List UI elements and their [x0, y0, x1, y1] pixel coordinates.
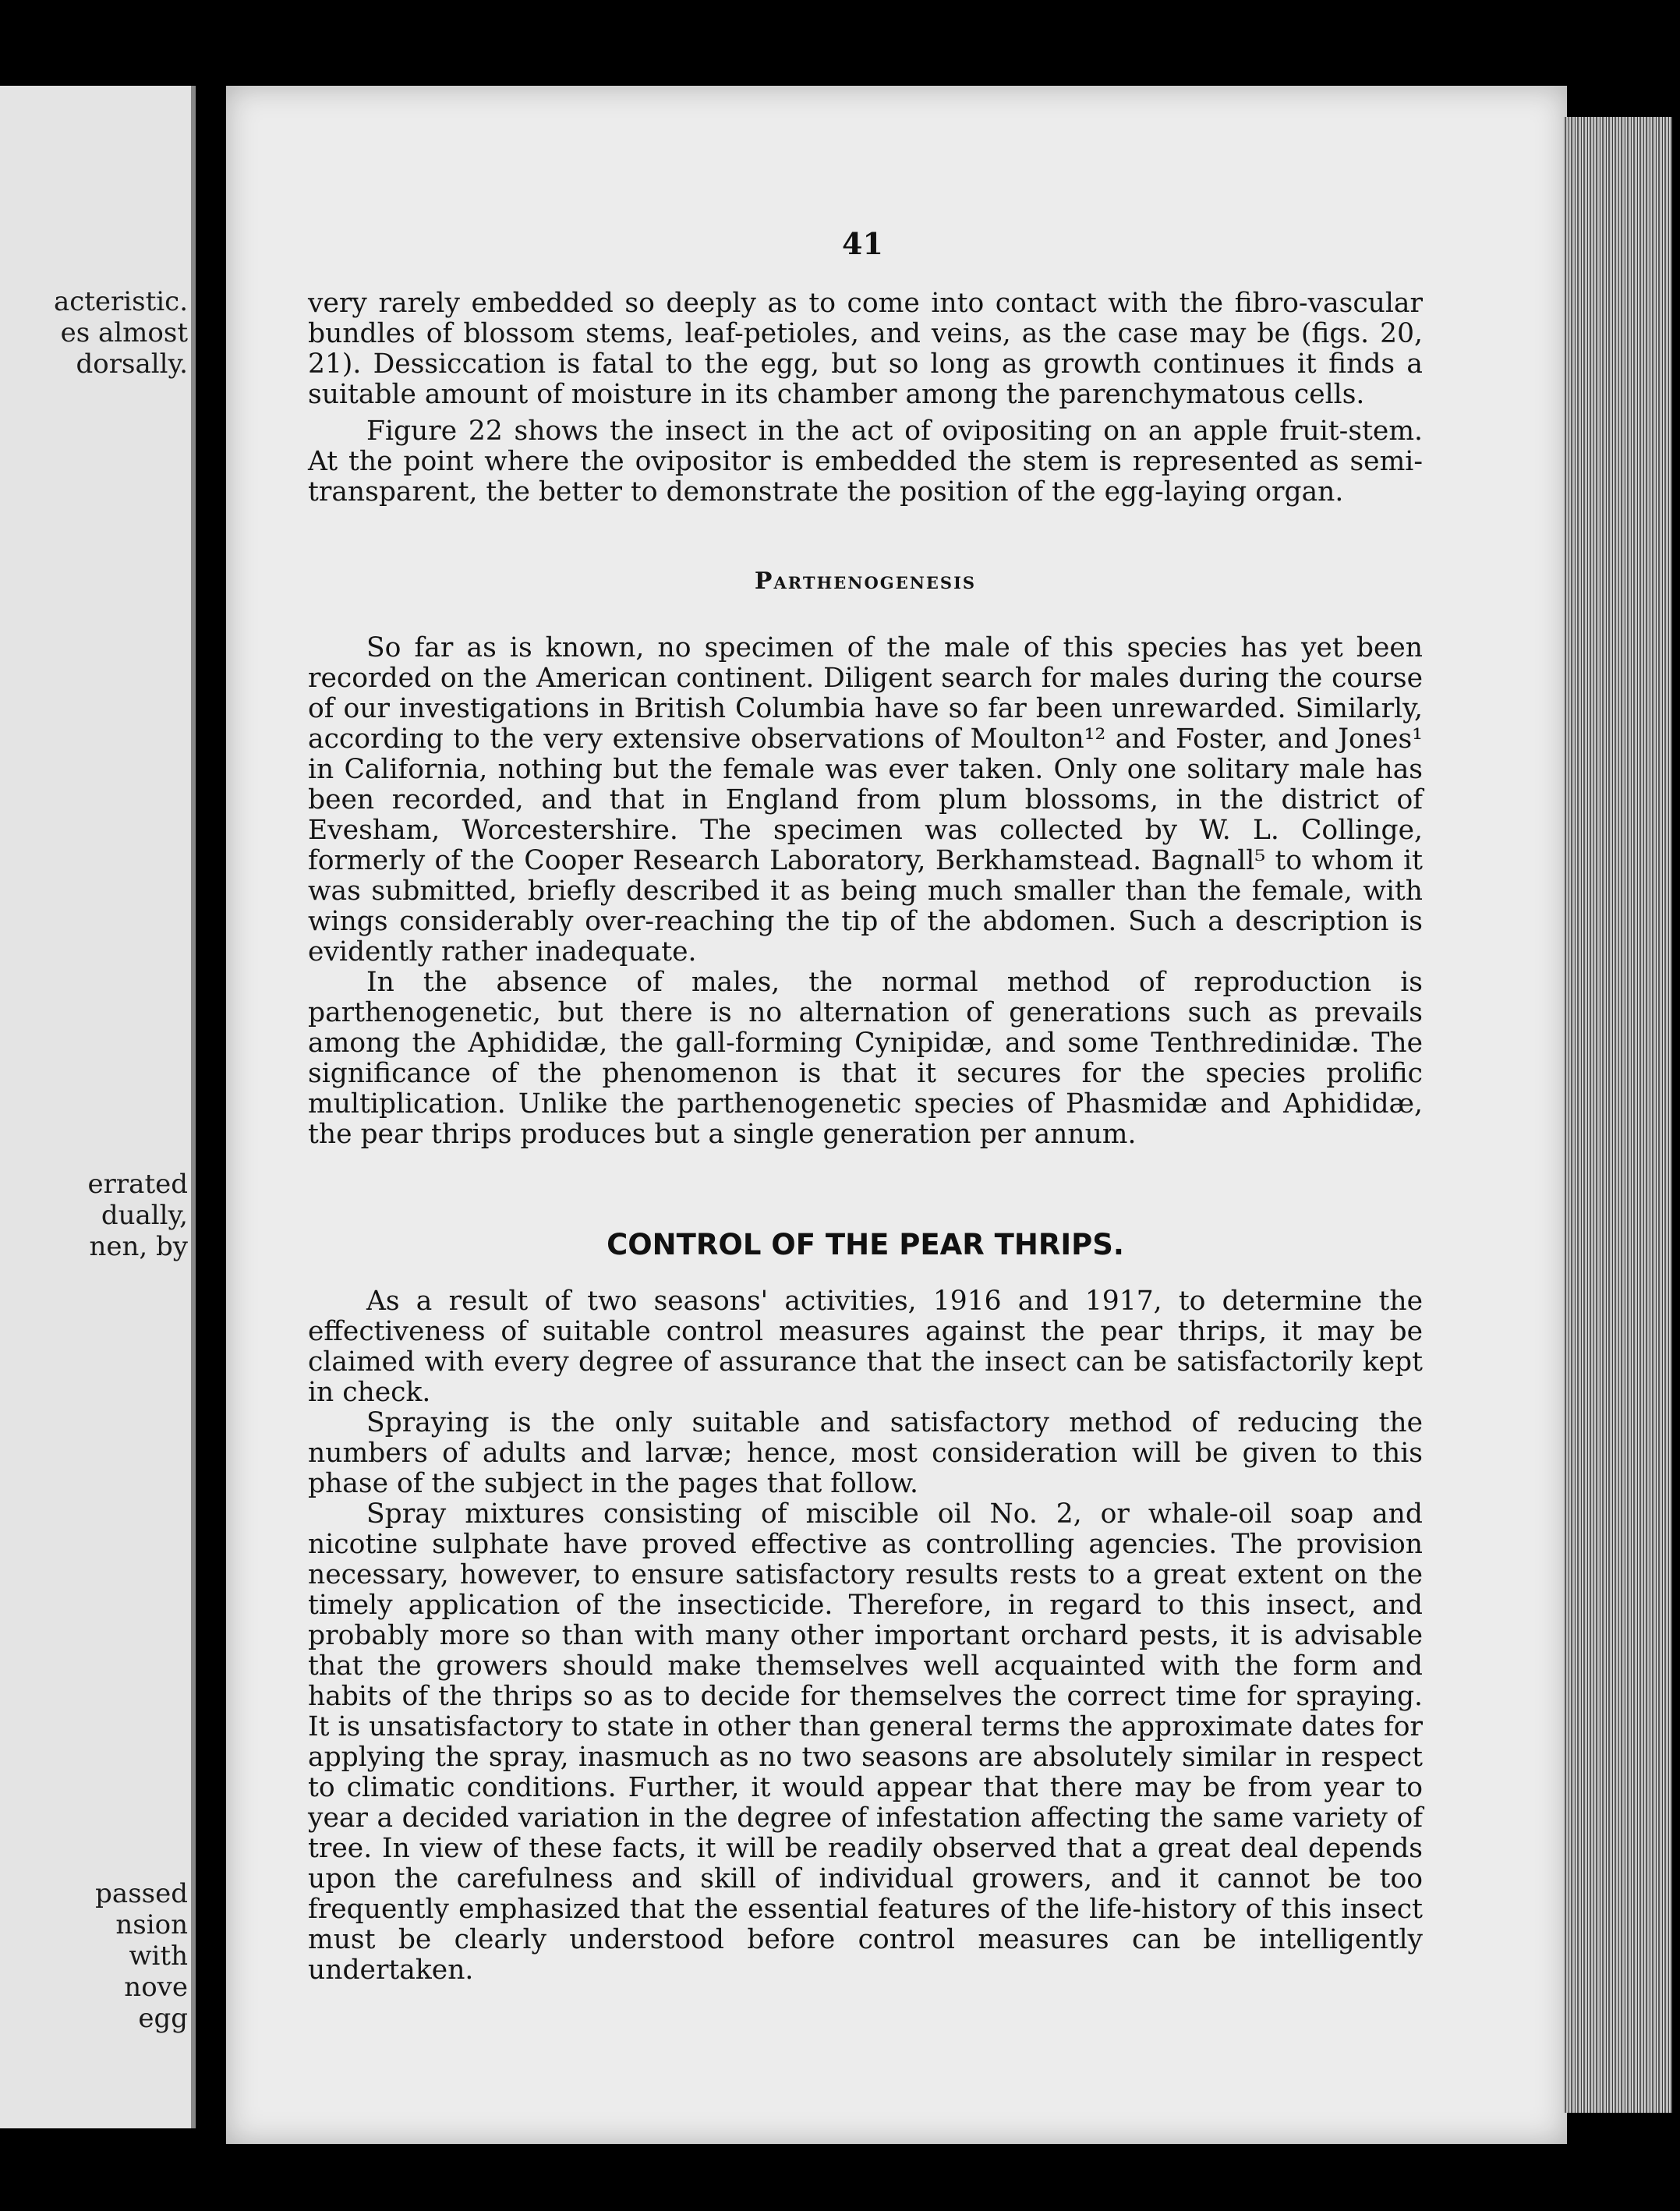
left-facing-page	[0, 86, 196, 2128]
parthenogenesis-heading: Parthenogenesis	[754, 568, 977, 595]
left-fragment: es almost	[60, 317, 188, 348]
parthenogenesis-text	[308, 633, 1423, 1150]
figure-paragraph: Figure 22 shows the insect in the act of ovipositing on an apple fruit-stem. At the point where the ovipositor is embedded the stem is represented as semi-transparent, the better to demonstrate the position of the egg-laying organ.	[308, 416, 1423, 508]
control-heading: CONTROL OF THE PEAR THRIPS.	[607, 1228, 1124, 1261]
left-fragment: nen, by	[89, 1231, 188, 1262]
page-number: 41	[842, 226, 883, 261]
left-fragment: with	[129, 1940, 188, 1972]
left-fragment: egg	[138, 2003, 188, 2034]
left-fragment: nsion	[115, 1909, 188, 1940]
control-paragraph: Spray mixtures consisting of miscible oil No. 2, or whale-oil soap and nicotine sulphate have proved effective as controlling agencies. The provision necessary, however, to ensure satisfactory results rests to a great extent on the timely application of the insecticide. Therefore, in regard to this insect, and probably more so than with many other important orchard pests, it is advisable that the growers should make themselves well acquainted with the form and habits of the thrips so as to decide for themselves the correct time for spraying. It is unsatisfactory to state in other than general terms the approximate dates for applying the spray, inasmuch as no two seasons are absolutely similar in respect to climatic conditions. Further, it would appear that there may be from year to year a decided variation in the degree of infestation affecting the same variety of tree. In view of these facts, it will be readily observed that a great deal depends upon the carefulness and skill of individual growers, and it cannot be too frequently emphasized that the essential features of the life-history of this insect must be clearly understood before control measures can be intelligently undertaken.	[308, 1498, 1423, 1986]
left-fragment: nove	[124, 1972, 188, 2003]
left-fragment: errated	[87, 1169, 188, 1200]
control-text	[308, 1286, 1423, 1986]
continuation-paragraph: very rarely embedded so deeply as to come into contact with the fibro-vascular bundles of blossom stems, leaf-petioles, and veins, as the case may be (figs. 20, 21). Dessiccation is fatal to the egg, but so long as growth continues it finds a suitable amount of moisture in its chamber among the parenchymatous cells.	[308, 288, 1423, 410]
left-fragment: dually,	[101, 1200, 188, 1231]
opening-text	[308, 288, 1423, 508]
control-paragraph: Spraying is the only suitable and satisfactory method of reducing the numbers of adults and larvæ; hence, most consideration will be given to this phase of the subject in the pages that follow.	[308, 1407, 1423, 1499]
parthenogenesis-paragraph: In the absence of males, the normal method of reproduction is parthenogenetic, but there is no alternation of generations such as prevails among the Aphididæ, the gall-forming Cynipidæ, and some Tenthredinidæ. The significance of the phenomenon is that it secures for the species prolific multiplication. Unlike the parthenogenetic species of Phasmidæ and Aphididæ, the pear thrips produces but a single generation per annum.	[308, 967, 1423, 1150]
control-paragraph: As a result of two seasons' activities, 1916 and 1917, to determine the effectiveness of suitable control measures against the pear thrips, it may be claimed with every degree of assurance that the insect can be satisfactorily kept in check.	[308, 1286, 1423, 1408]
parthenogenesis-paragraph: So far as is known, no specimen of the male of this species has yet been recorded on the American continent. Diligent search for males during the course of our investigations in British Columbia have so far been unrewarded. Similarly, according to the very extensive observations of Moulton¹² and Foster, and Jones¹ in California, nothing but the female was ever taken. Only one solitary male has been recorded, and that in England from plum blossoms, in the district of Evesham, Worcestershire. The specimen was collected by W. L. Collinge, formerly of the Cooper Research Laboratory, Berkhamstead. Bagnall⁵ to whom it was submitted, briefly described it as being much smaller than the female, with wings considerably over-reaching the tip of the abdomen. Such a description is evidently rather inadequate.	[308, 632, 1423, 968]
left-fragment: acteristic.	[53, 286, 188, 317]
book-page-edges	[1563, 117, 1672, 2113]
left-fragment: dorsally.	[76, 348, 188, 380]
left-fragment: passed	[95, 1878, 188, 1909]
